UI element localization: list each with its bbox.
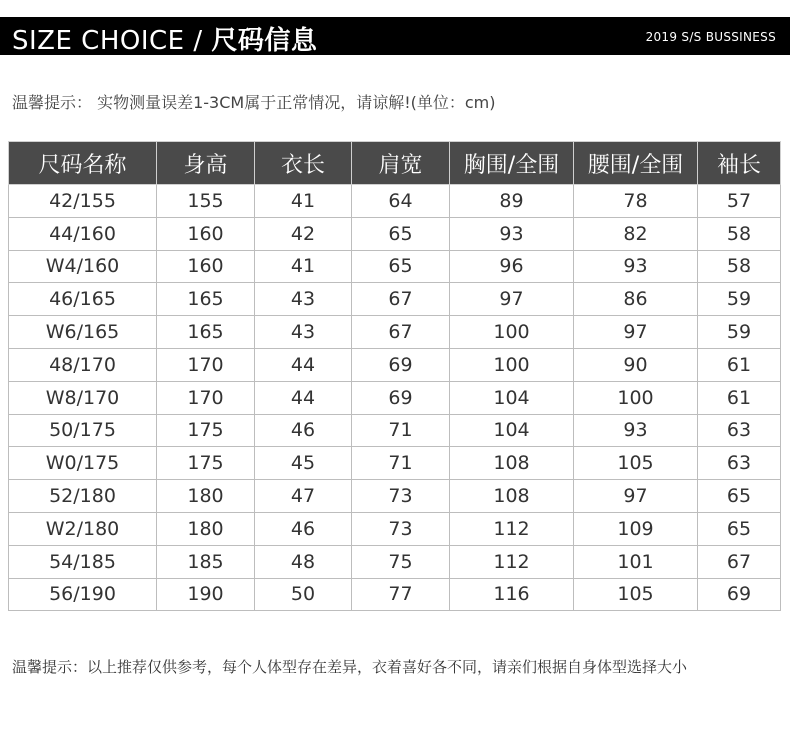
table-cell: 50 [255,578,352,611]
table-cell: 71 [352,414,450,447]
header-bar [0,17,790,55]
table-row [9,545,781,578]
table-cell: 108 [450,447,574,480]
table-cell: 57 [698,185,781,218]
season-label: 2019 S/S BUSSINESS [645,30,776,44]
table-cell: 100 [574,381,698,414]
table-cell: 59 [698,283,781,316]
table-cell: 82 [574,217,698,250]
size-table [8,141,781,611]
table-cell: 190 [157,578,255,611]
table-cell: 105 [574,578,698,611]
table-cell: 180 [157,480,255,513]
table-cell: 65 [352,250,450,283]
measurement-note: 温馨提示： 实物测量误差1-3CM属于正常情况，请谅解!(单位：cm) [12,93,496,112]
table-cell: 47 [255,480,352,513]
table-cell: 69 [352,381,450,414]
table-cell: 86 [574,283,698,316]
table-cell: 112 [450,512,574,545]
table-cell: 61 [698,381,781,414]
table-cell: 160 [157,250,255,283]
table-cell: 64 [352,185,450,218]
table-cell: 43 [255,283,352,316]
table-cell: 67 [698,545,781,578]
header-size-name: 尺码名称 [9,142,157,185]
table-cell: W6/165 [9,316,157,349]
table-row [9,578,781,611]
table-cell: 48/170 [9,348,157,381]
table-cell: W8/170 [9,381,157,414]
header-waist: 腰围/全围 [574,142,698,185]
recommendation-note: 温馨提示：以上推荐仅供参考，每个人体型存在差异，衣着喜好各不同，请亲们根据自身体型选择大小 [12,658,688,676]
table-row [9,316,781,349]
table-cell: 42 [255,217,352,250]
table-cell: 78 [574,185,698,218]
table-cell: 61 [698,348,781,381]
page-title [12,20,317,57]
table-cell: 155 [157,185,255,218]
table-cell: 165 [157,316,255,349]
header-shoulder: 肩宽 [352,142,450,185]
header-length: 衣长 [255,142,352,185]
header-height: 身高 [157,142,255,185]
header-sleeve: 袖长 [698,142,781,185]
table-cell: 97 [450,283,574,316]
table-cell: 97 [574,316,698,349]
table-cell: 41 [255,250,352,283]
table-row [9,348,781,381]
table-cell: 112 [450,545,574,578]
table-cell: 46/165 [9,283,157,316]
table-cell: 59 [698,316,781,349]
table-cell: 105 [574,447,698,480]
table-row [9,217,781,250]
table-cell: 58 [698,217,781,250]
table-cell: 73 [352,512,450,545]
table-cell: 65 [698,480,781,513]
table-cell: 44 [255,381,352,414]
table-cell: 96 [450,250,574,283]
table-cell: W4/160 [9,250,157,283]
table-cell: 108 [450,480,574,513]
table-cell: 42/155 [9,185,157,218]
table-cell: 104 [450,414,574,447]
table-cell: 46 [255,414,352,447]
table-cell: 54/185 [9,545,157,578]
table-row [9,250,781,283]
table-cell: 180 [157,512,255,545]
table-cell: 101 [574,545,698,578]
table-cell: 67 [352,316,450,349]
table-row [9,381,781,414]
table-cell: 63 [698,447,781,480]
table-cell: 160 [157,217,255,250]
table-cell: 175 [157,414,255,447]
table-cell: 89 [450,185,574,218]
table-cell: 41 [255,185,352,218]
table-cell: 69 [352,348,450,381]
table-cell: 65 [352,217,450,250]
table-row [9,283,781,316]
table-cell: 116 [450,578,574,611]
table-row [9,414,781,447]
table-cell: 104 [450,381,574,414]
table-cell: 100 [450,348,574,381]
table-cell: 56/190 [9,578,157,611]
table-header-row [9,142,781,185]
table-cell: 65 [698,512,781,545]
title-english: SIZE CHOICE / [12,26,212,56]
table-cell: 63 [698,414,781,447]
table-cell: 90 [574,348,698,381]
table-cell: 100 [450,316,574,349]
table-cell: 67 [352,283,450,316]
table-cell: 52/180 [9,480,157,513]
table-cell: 77 [352,578,450,611]
table-cell: 46 [255,512,352,545]
table-cell: 69 [698,578,781,611]
table-cell: 75 [352,545,450,578]
table-cell: 175 [157,447,255,480]
table-cell: 93 [574,414,698,447]
table-cell: 73 [352,480,450,513]
table-cell: 71 [352,447,450,480]
table-cell: 93 [574,250,698,283]
table-cell: 43 [255,316,352,349]
table-row [9,512,781,545]
table-cell: 44/160 [9,217,157,250]
table-row [9,447,781,480]
header-chest: 胸围/全围 [450,142,574,185]
table-cell: 48 [255,545,352,578]
table-cell: 45 [255,447,352,480]
table-cell: 170 [157,348,255,381]
table-row [9,185,781,218]
table-cell: 97 [574,480,698,513]
table-cell: 170 [157,381,255,414]
title-chinese: 尺码信息 [211,26,318,56]
table-cell: W0/175 [9,447,157,480]
table-cell: W2/180 [9,512,157,545]
table-cell: 185 [157,545,255,578]
table-row [9,480,781,513]
table-cell: 93 [450,217,574,250]
table-cell: 50/175 [9,414,157,447]
table-cell: 58 [698,250,781,283]
table-cell: 44 [255,348,352,381]
table-cell: 109 [574,512,698,545]
table-cell: 165 [157,283,255,316]
